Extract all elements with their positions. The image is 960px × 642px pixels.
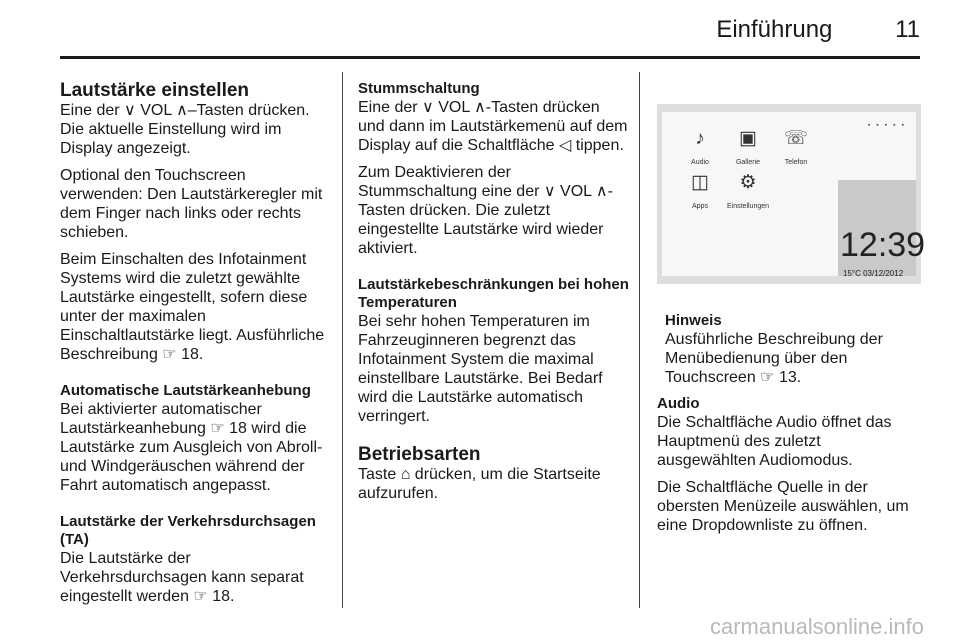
gallery-icon: ▣ [739, 128, 757, 149]
paragraph: Bei sehr hohen Temperaturen im Fahrzeuginneren begrenzt das Infotainment System die maximal einstellbare Lautstärke. Bei Bedarf wird die Lautstärke automatisch verringert. [358, 313, 603, 425]
app-audio: ♪ Audio [670, 128, 730, 172]
heading-auto: Automatische Lautstärkeanhebung [60, 382, 311, 399]
note-box [665, 312, 922, 387]
paragraph: Eine der ∨ VOL ∧-Tasten drücken und dann im Lautstärkemenü auf dem Display auf die Schaltfläche ◁ tippen. [358, 99, 628, 154]
paragraph: Optional den Touchscreen verwenden: Den Lautstärkeregler mit dem Finger nach links oder rechts schieben. [60, 167, 323, 241]
gear-icon: ⚙ [739, 172, 757, 193]
clock-time: 12:39 [840, 226, 926, 264]
paragraph: Bei aktivierter automatischer Lautstärkeanhebung ☞ 18 wird die Lautstärke zum Ausgleich von Abroll- und Windgeräuschen während der Fahrt automatisch angepasst. [60, 401, 323, 494]
column-right [657, 104, 926, 543]
app-einstellungen: ⚙ Einstellungen [726, 172, 770, 210]
paragraph: Ausführliche Beschreibung der Menübedienung über den Touchscreen ☞ 13. [665, 331, 883, 386]
page-number: 11 [895, 16, 920, 43]
heading-stumm: Stummschaltung [358, 80, 480, 97]
paragraph: Die Schaltfläche Audio öffnet das Hauptmenü des zuletzt ausgewählten Audiomodus. [657, 414, 892, 469]
app-apps: ◫ Apps [670, 172, 730, 216]
column-divider [639, 72, 640, 608]
paragraph: Taste ⌂ drücken, um die Startseite aufzurufen. [358, 466, 601, 502]
app-telefon: ☏ Telefon [784, 128, 808, 166]
heading-hinweis: Hinweis [665, 312, 722, 329]
page-header [716, 16, 920, 44]
header-rule [60, 56, 920, 59]
paragraph: Zum Deaktivieren der Stummschaltung eine der ∨ VOL ∧-Tasten drücken. Die zuletzt eingestellte Lautstärke wird wieder aktiviert. [358, 164, 613, 257]
watermark: carmanualsonline.info [709, 614, 924, 639]
infotainment-screen-image [657, 104, 926, 284]
column-divider [342, 72, 343, 608]
apps-icon: ◫ [691, 172, 709, 193]
heading-betriebsarten: Betriebsarten [358, 444, 481, 465]
heading-beschraenkungen: Lautstärkebeschränkungen bei hohen Temperaturen [358, 276, 629, 311]
temp-date: 15°C 03/12/2012 [843, 269, 904, 278]
column-left [60, 80, 330, 614]
clock-panel [838, 180, 926, 278]
phone-icon: ☏ [784, 128, 808, 149]
paragraph: Beim Einschalten des Infotainment Systems wird die zuletzt gewählte Lautstärke eingestellt, sofern diese unter der maximalen Einschaltlautstärke liegt. Ausführliche Beschreibung ☞ 18. [60, 251, 325, 363]
header-title: Einführung [716, 16, 833, 43]
paragraph: Die Schaltfläche Quelle in der obersten Menüzeile auswählen, um eine Dropdownliste zu öffnen. [657, 479, 909, 534]
column-middle [358, 80, 630, 511]
paragraph: Die Lautstärke der Verkehrsdurchsagen kann separat eingestellt werden ☞ 18. [60, 550, 304, 605]
status-icons: ▪ ▪ ▪ ▪ ▪ [867, 122, 906, 129]
music-note-icon: ♪ [695, 128, 705, 149]
heading-ta: Lautstärke der Verkehrsdurchsagen (TA) [60, 513, 316, 548]
paragraph: Eine der ∨ VOL ∧–Tasten drücken. Die aktuelle Einstellung wird im Display angezeigt. [60, 102, 310, 157]
heading-lautstaerke: Lautstärke einstellen [60, 80, 250, 101]
heading-audio: Audio [657, 395, 700, 412]
app-gallerie: ▣ Gallerie [735, 128, 761, 166]
